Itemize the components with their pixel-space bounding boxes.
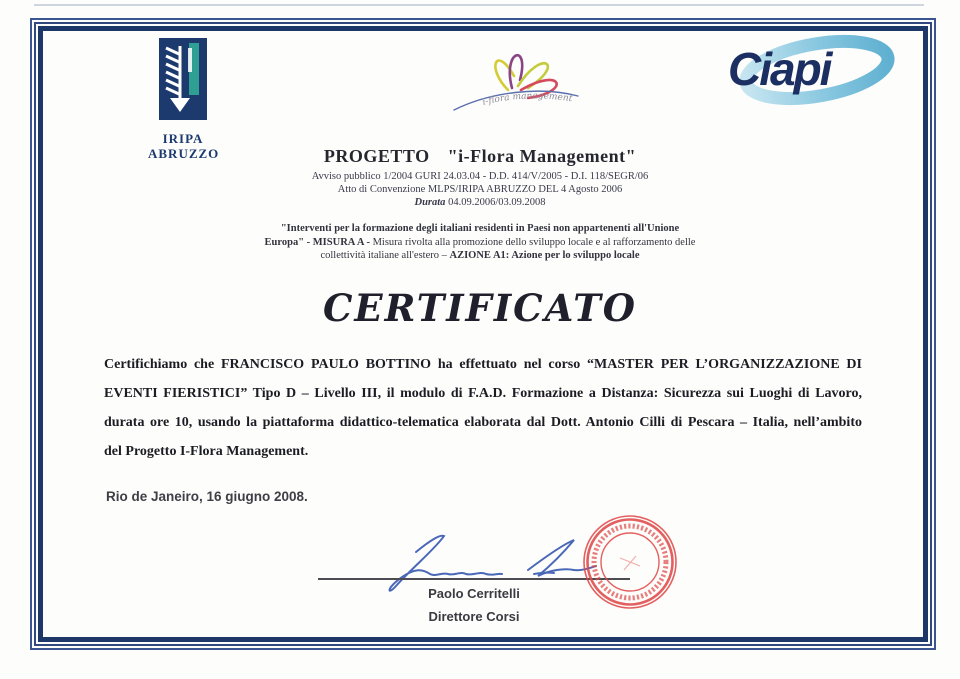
red-round-stamp [580, 512, 680, 617]
iripa-wheat-icon [158, 38, 208, 125]
iflora-flower-logo [448, 40, 583, 127]
project-subline-2: Atto di Convenzione MLPS/IRIPA ABRUZZO DEL 4 Agosto 2006 [337, 184, 623, 195]
durata-value: 04.09.2006/03.09.2008 [445, 197, 546, 208]
scan-artifact-line [34, 4, 924, 6]
project-title: PROGETTO "i-Flora Management" [323, 146, 637, 166]
iripa-abruzzo-logo [148, 38, 218, 161]
signer-name: Paolo Cerritelli [428, 586, 520, 601]
certificate-title: CERTIFICATO [322, 286, 638, 330]
iripa-label-line2: ABRUZZO [148, 146, 220, 161]
body-line-2: EVENTI FIERISTICI” Tipo D – Livello III, il modulo di F.A.D. Formazione a Distanza: Sicurezza sui Luoghi di Lavoro, [104, 386, 862, 401]
project-header [0, 146, 960, 209]
ciapi-wordmark: Ciapi [728, 43, 831, 95]
place-date-line: Rio de Janeiro, 16 giugno 2008. [106, 489, 308, 504]
measure-part3: AZIONE A1: Azione per lo sviluppo locale [449, 250, 640, 261]
measure-part2: Misura rivolta alla promozione dello sviluppo locale e al rafforzamento delle collettività italiane all'estero – [320, 236, 696, 261]
project-subline-3 [0, 196, 960, 209]
measure-part1: "Interventi per la formazione degli italiani residenti in Paesi non appartenenti all'Unione Europa" - MISURA A - [264, 223, 680, 248]
body-line-4: del Progetto I-Flora Management. [104, 444, 309, 459]
iripa-label-line1: IRIPA [162, 131, 204, 146]
body-line-3: durata ore 10, usando la piattaforma didattico-telematica elaborata dal Dott. Antonio Cilli di Pescara – Italia, nell’ambito [104, 415, 862, 430]
project-subline-1: Avviso pubblico 1/2004 GURI 24.03.04 - D.D. 414/V/2005 - D.I. 118/SEGR/06 [311, 171, 649, 182]
certificate-body [104, 350, 862, 466]
durata-label: Durata [414, 197, 446, 208]
body-line-1: Certifichiamo che FRANCISCO PAULO BOTTINO ha effettuato nel corso “MASTER PER L’ORGANIZZAZIONE DI [104, 357, 862, 372]
measure-paragraph [260, 222, 700, 263]
ciapi-logo [722, 32, 900, 111]
iflora-caption: i-flora management [481, 91, 573, 108]
signer-title: Direttore Corsi [428, 609, 520, 624]
